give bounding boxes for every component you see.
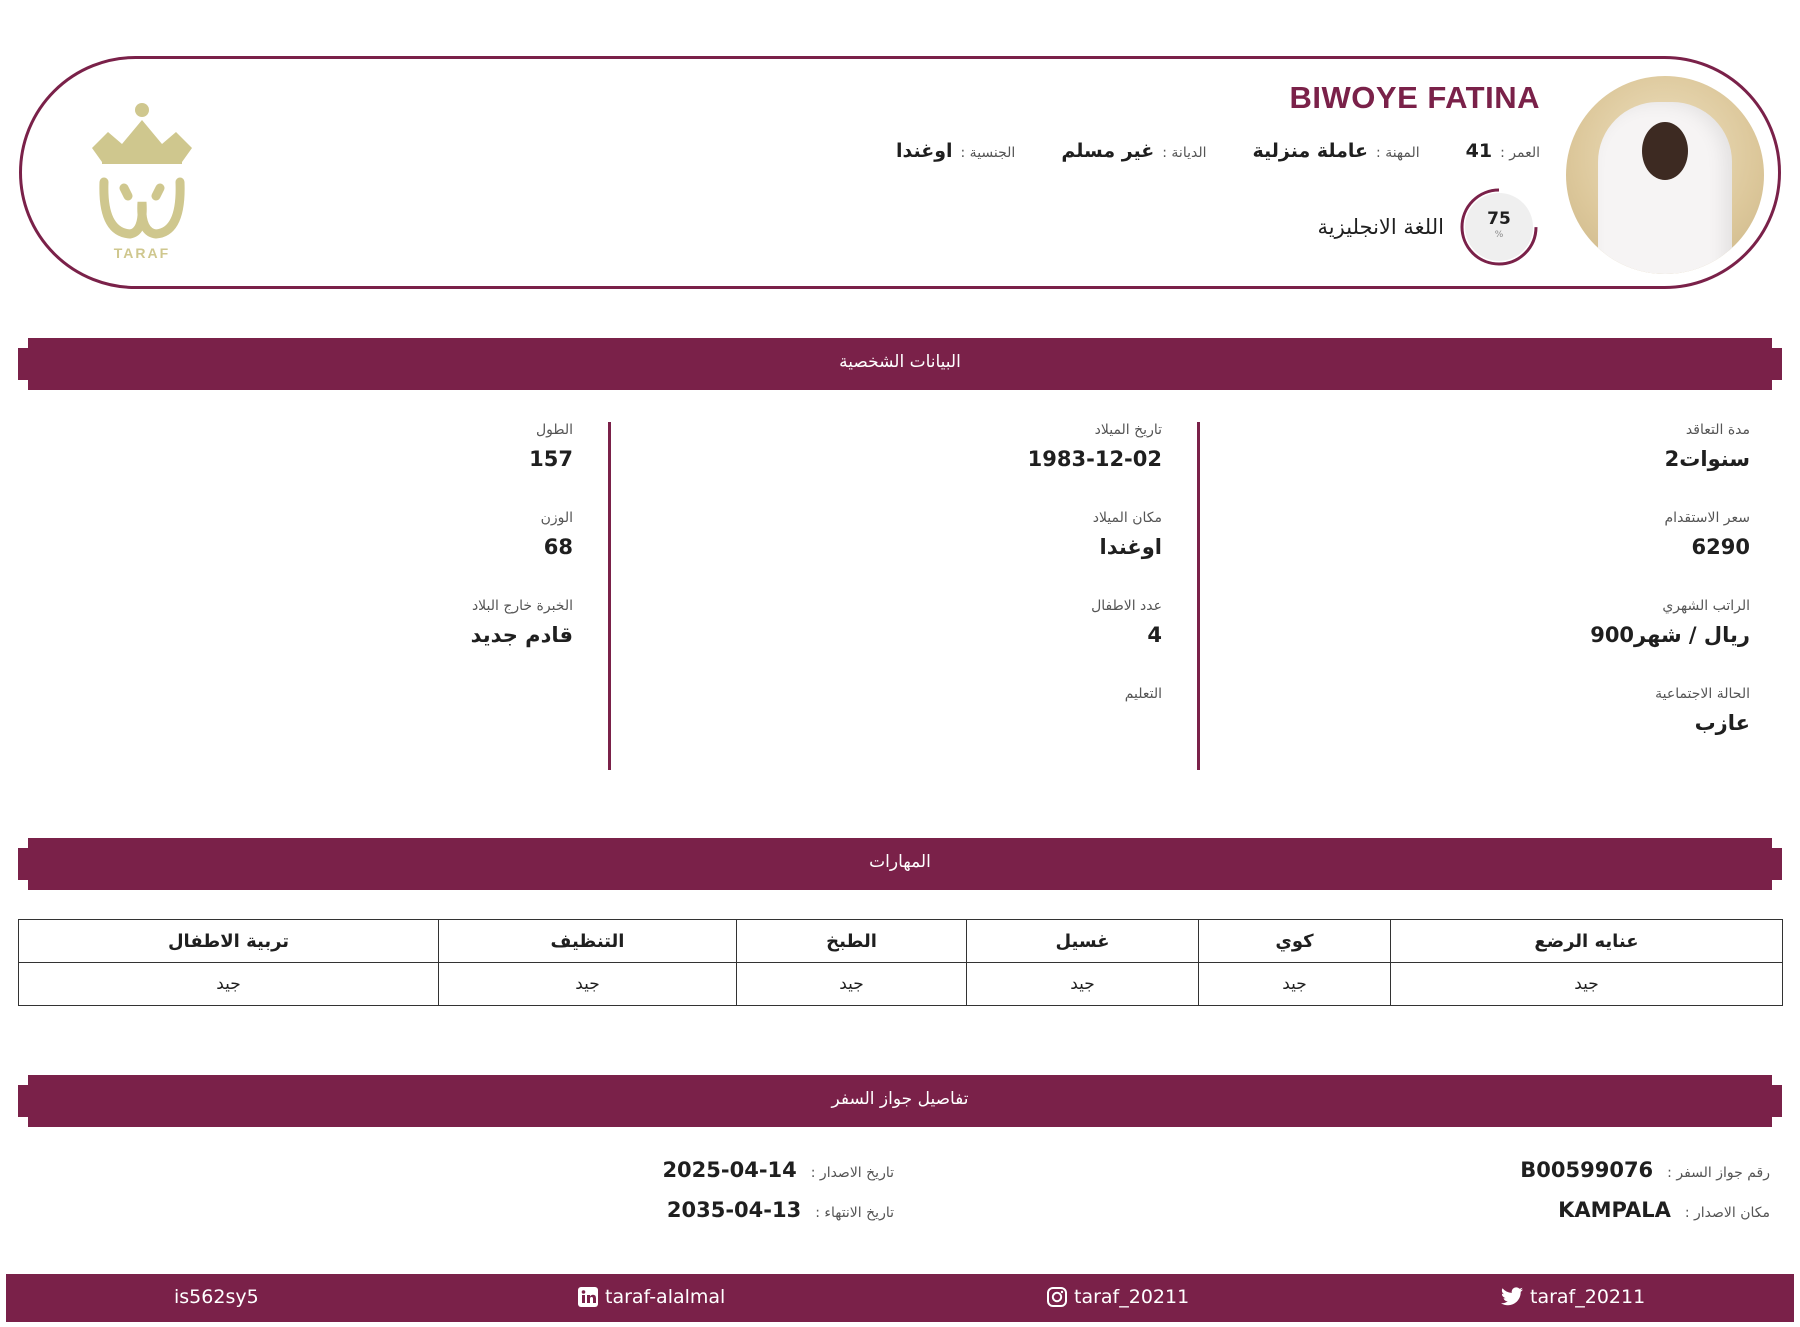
field-monthly-salary bbox=[1230, 598, 1750, 653]
skill-value: جيد bbox=[1199, 963, 1391, 1006]
field-value: 900ريال / شهر bbox=[1590, 623, 1750, 647]
personal-column-right bbox=[1230, 422, 1750, 770]
expiry-date-label: تاريخ الانتهاء : bbox=[815, 1205, 894, 1221]
skill-header: تربية الاطفال bbox=[19, 920, 439, 963]
field-value: 157 bbox=[529, 447, 573, 471]
skill-header: الطبخ bbox=[737, 920, 967, 963]
skill-header: عنايه الرضع bbox=[1391, 920, 1783, 963]
skill-value: جيد bbox=[967, 963, 1199, 1006]
info-nationality bbox=[896, 140, 1015, 162]
issue-date-label: تاريخ الاصدار : bbox=[810, 1165, 894, 1181]
field-value: 1983-12-02 bbox=[1027, 447, 1162, 471]
skill-header: غسيل bbox=[967, 920, 1199, 963]
skill-value: جيد bbox=[737, 963, 967, 1006]
field-value: عازب bbox=[1694, 711, 1750, 735]
language-percent: 75 bbox=[1487, 209, 1511, 229]
info-value: غير مسلم bbox=[1061, 140, 1155, 162]
personal-column-middle bbox=[630, 422, 1200, 770]
skill-header: التنظيف bbox=[439, 920, 737, 963]
info-label: العمر : bbox=[1500, 145, 1540, 161]
instagram-icon bbox=[1046, 1286, 1068, 1308]
candidate-name: BIWOYE FATINA bbox=[1289, 80, 1540, 115]
field-label: الوزن bbox=[540, 510, 573, 526]
linkedin-icon bbox=[577, 1286, 599, 1308]
skill-header: كوي bbox=[1199, 920, 1391, 963]
section-title: تفاصيل جواز السفر bbox=[831, 1089, 969, 1109]
footer-bar bbox=[6, 1274, 1794, 1322]
field-value: 4 bbox=[1147, 623, 1162, 647]
field-label: الحالة الاجتماعية bbox=[1655, 686, 1750, 702]
field-recruitment-price bbox=[1230, 510, 1750, 565]
personal-column-left bbox=[40, 422, 611, 770]
skill-value: جيد bbox=[19, 963, 439, 1006]
footer-code bbox=[174, 1286, 259, 1308]
language-skill bbox=[1318, 186, 1540, 268]
field-value: 68 bbox=[543, 535, 573, 559]
issue-place-row bbox=[1558, 1198, 1770, 1222]
section-title: البيانات الشخصية bbox=[839, 352, 961, 372]
passport-number-value: B00599076 bbox=[1520, 1158, 1654, 1182]
field-label: سعر الاستقدام bbox=[1664, 510, 1750, 526]
info-value: اوغندا bbox=[895, 140, 953, 162]
skills-header-row bbox=[19, 920, 1783, 963]
taraf-logo bbox=[78, 92, 206, 262]
field-label: الخبرة خارج البلاد bbox=[471, 598, 573, 614]
percent-symbol: % bbox=[1494, 230, 1504, 240]
skills-value-row bbox=[19, 963, 1783, 1006]
field-weight bbox=[40, 510, 573, 565]
info-profession bbox=[1253, 140, 1420, 162]
field-value: قادم جديد bbox=[470, 623, 573, 647]
field-value: اوغندا bbox=[1099, 535, 1162, 559]
field-education bbox=[630, 686, 1162, 741]
info-religion bbox=[1061, 140, 1206, 162]
profile-photo bbox=[1566, 76, 1764, 274]
field-label: التعليم bbox=[1124, 686, 1162, 702]
info-label: المهنة : bbox=[1376, 145, 1420, 161]
field-label: الراتب الشهري bbox=[1662, 598, 1750, 614]
footer-linkedin-link[interactable] bbox=[577, 1286, 725, 1308]
section-title: المهارات bbox=[869, 852, 931, 872]
field-value bbox=[630, 711, 1162, 741]
passport-number-label: رقم جواز السفر : bbox=[1667, 1165, 1770, 1181]
field-label: تاريخ الميلاد bbox=[1094, 422, 1162, 438]
info-label: الديانة : bbox=[1162, 145, 1207, 161]
section-header-personal bbox=[18, 338, 1782, 388]
twitter-icon bbox=[1500, 1286, 1524, 1308]
passport-number-row bbox=[1520, 1158, 1770, 1182]
info-value: 41 bbox=[1465, 140, 1493, 162]
section-header-passport bbox=[18, 1075, 1782, 1125]
instagram-handle: taraf_20211 bbox=[1074, 1286, 1190, 1308]
candidate-info-row bbox=[896, 140, 1540, 162]
info-value: عاملة منزلية bbox=[1252, 140, 1369, 162]
issue-date-row bbox=[662, 1158, 894, 1182]
footer-twitter-link[interactable] bbox=[1500, 1286, 1645, 1308]
field-birth-date bbox=[630, 422, 1162, 477]
issue-place-label: مكان الاصدار : bbox=[1684, 1205, 1770, 1221]
field-label: عدد الاطفال bbox=[1091, 598, 1162, 614]
field-height bbox=[40, 422, 573, 477]
footer-instagram-link[interactable] bbox=[1046, 1286, 1189, 1308]
issue-date-value: 2025-04-14 bbox=[662, 1158, 797, 1182]
language-progress-ring bbox=[1458, 186, 1540, 268]
twitter-handle: taraf_20211 bbox=[1530, 1286, 1646, 1308]
field-value: 2سنوات bbox=[1664, 447, 1750, 471]
expiry-date-row bbox=[667, 1198, 894, 1222]
skill-value: جيد bbox=[439, 963, 737, 1006]
linkedin-handle: taraf-alalmal bbox=[605, 1286, 726, 1308]
issue-place-value: KAMPALA bbox=[1558, 1198, 1671, 1222]
language-label: اللغة الانجليزية bbox=[1317, 215, 1444, 239]
field-children bbox=[630, 598, 1162, 653]
field-value: 6290 bbox=[1691, 535, 1750, 559]
logo-text: TARAF bbox=[113, 245, 171, 261]
skills-table bbox=[18, 919, 1783, 1006]
field-label: مدة التعاقد bbox=[1685, 422, 1750, 438]
field-label: مكان الميلاد bbox=[1092, 510, 1162, 526]
field-birth-place bbox=[630, 510, 1162, 565]
info-label: الجنسية : bbox=[960, 145, 1016, 161]
section-header-skills bbox=[18, 838, 1782, 888]
field-marital-status bbox=[1230, 686, 1750, 741]
field-label: الطول bbox=[535, 422, 573, 438]
skill-value: جيد bbox=[1391, 963, 1783, 1006]
info-age bbox=[1466, 140, 1540, 162]
field-contract-duration bbox=[1230, 422, 1750, 477]
footer-code-text: is562sy5 bbox=[174, 1286, 259, 1308]
expiry-date-value: 2035-04-13 bbox=[666, 1198, 802, 1222]
field-experience bbox=[40, 598, 573, 653]
